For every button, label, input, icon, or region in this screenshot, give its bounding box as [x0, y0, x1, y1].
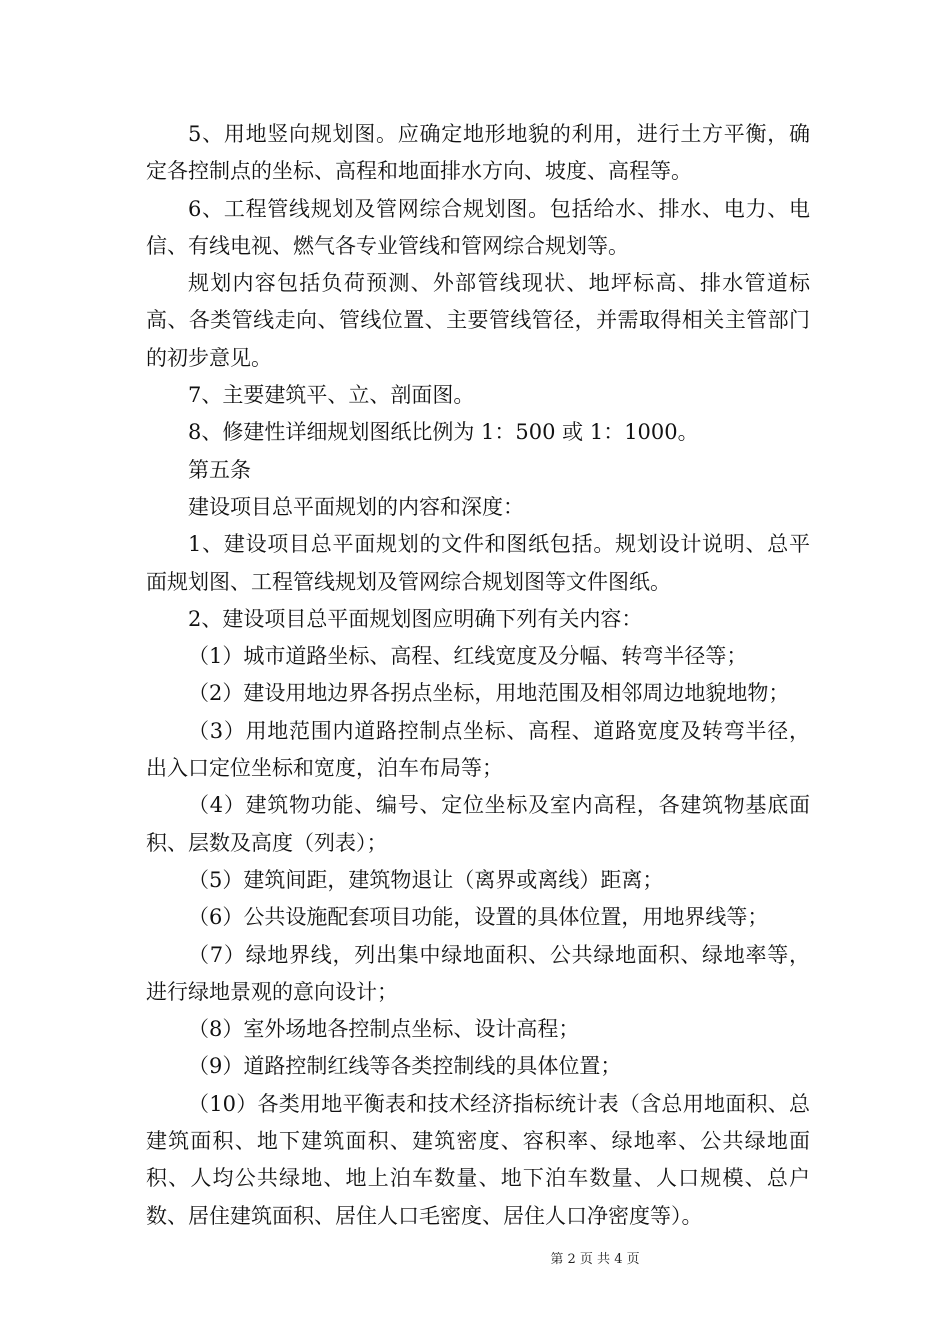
list-item-10: （10）各类用地平衡表和技术经济指标统计表（含总用地面积、总建筑面积、地下建筑面积、建筑密度、容积率、绿地率、公共绿地面积、人均公共绿地、地上泊车数量、地下泊车数量、人口规模、总户数、居住建筑面积、居住人口毛密度、居住人口净密度等）。: [146, 1091, 810, 1228]
list-item-8: （8）室外场地各控制点坐标、设计高程；: [188, 1017, 580, 1042]
paragraph-item-7: 7、主要建筑平、立、剖面图。: [188, 383, 475, 408]
list-item-1: （1）城市道路坐标、高程、红线宽度及分幅、转弯半径等；: [188, 644, 748, 669]
paragraph-item-8: 8、修建性详细规划图纸比例为 1：500 或 1：1000。: [188, 420, 699, 445]
list-item-5: （5）建筑间距，建筑物退让（离界或离线）距离；: [188, 867, 664, 892]
paragraph-item-1: 1、建设项目总平面规划的文件和图纸包括。规划设计说明、总平面规划图、工程管线规划及管网综合规划图等文件图纸。: [146, 532, 810, 594]
list-item-6: （6）公共设施配套项目功能，设置的具体位置，用地界线等；: [188, 905, 769, 930]
paragraph-item-6: 6、工程管线规划及管网综合规划图。包括给水、排水、电力、电信、有线电视、燃气各专业管线和管网综合规划等。: [146, 196, 810, 258]
paragraph-article-intro: 建设项目总平面规划的内容和深度：: [188, 494, 524, 519]
article-heading: 第五条: [188, 457, 251, 482]
list-item-4: （4）建筑物功能、编号、定位坐标及室内高程，各建筑物基底面积、层数及高度（列表）；: [146, 793, 810, 855]
page-number-footer: 第 2 页 共 4 页: [550, 1252, 640, 1267]
paragraph-item-5: 5、用地竖向规划图。应确定地形地貌的利用，进行土方平衡，确定各控制点的坐标、高程和地面排水方向、坡度、高程等。: [146, 122, 810, 184]
list-item-9: （9）道路控制红线等各类控制线的具体位置；: [188, 1054, 622, 1079]
list-item-7: （7）绿地界线，列出集中绿地面积、公共绿地面积、绿地率等，进行绿地景观的意向设计；: [146, 942, 810, 1004]
paragraph-planning-content: 规划内容包括负荷预测、外部管线现状、地坪标高、排水管道标高、各类管线走向、管线位置、主要管线管径，并需取得相关主管部门的初步意见。: [146, 271, 810, 370]
list-item-2: （2）建设用地边界各拐点坐标，用地范围及相邻周边地貌地物；: [188, 681, 790, 706]
list-item-3: （3）用地范围内道路控制点坐标、高程、道路宽度及转弯半径，出入口定位坐标和宽度，泊车布局等；: [146, 718, 810, 781]
document-body: [146, 116, 810, 1235]
paragraph-item-2: 2、建设项目总平面规划图应明确下列有关内容：: [188, 606, 643, 631]
